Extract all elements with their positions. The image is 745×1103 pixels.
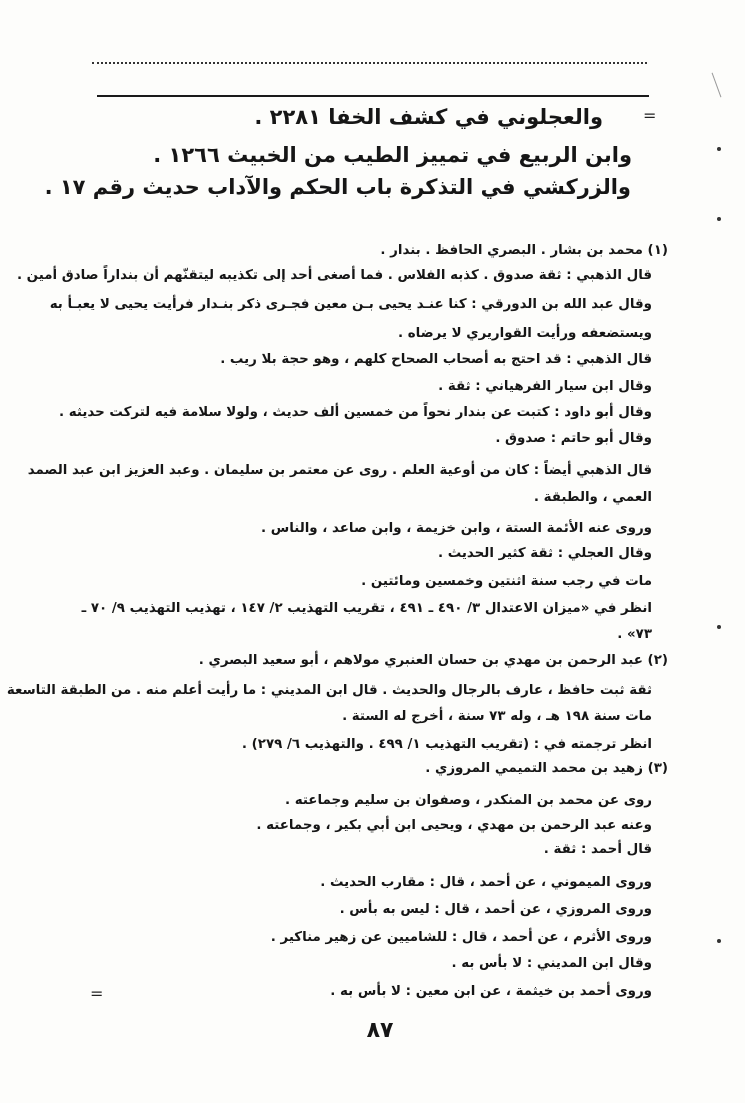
fn1-line-9: قال الذهبي أيضاً : كان من أوعية العلم . روى عن معتمر بن سليمان . وعبد العزيز ابن عبد الصمد <box>27 463 652 478</box>
fn1-line-13: مات في رجب سنة اثنتين وخمسين ومائتين . <box>361 574 652 589</box>
margin-tick <box>712 73 722 98</box>
margin-speck <box>717 147 721 151</box>
page-number: ٨٧ <box>366 1018 394 1043</box>
fn1-line-15: ٧٣» . <box>617 627 652 642</box>
fn1-line-2: قال الذهبي : ثقة صدوق . كذبه الفلاس . فما أصغى أحد إلى تكذيبه ليتقنّهم أن بنداراً صادق أمين . <box>16 268 652 283</box>
fn2-line-1: (٢) عبد الرحمن بن مهدي بن حسان العنبري مولاهم ، أبو سعيد البصري . <box>198 653 668 668</box>
fn1-line-5: قال الذهبي : قد احتج به أصحاب الصحاح كلهم ، وهو حجة بلا ريب . <box>220 352 652 367</box>
fn3-line-6: وروى المروزي ، عن أحمد ، قال : ليس به بأس . <box>339 902 652 917</box>
top-line-2: وابن الربيع في تمييز الطيب من الخبيث ١٢٦٦ . <box>153 143 632 167</box>
top-line-3: والزركشي في التذكرة باب الحكم والآداب حديث رقم ١٧ . <box>44 175 631 199</box>
fn3-line-7: وروى الأثرم ، عن أحمد ، قال : للشاميين عن زهير مناكير . <box>270 930 652 945</box>
dotted-rule <box>92 62 647 64</box>
fn1-line-4: ويستضعفه ورأيت القواريري لا يرضاه . <box>398 326 652 341</box>
margin-speck <box>717 625 721 629</box>
fn1-line-7: وقال أبو داود : كتبت عن بندار نحواً من خمسين ألف حديث ، ولولا سلامة فيه لتركت حديثه . <box>58 405 652 420</box>
fn3-line-2: روى عن محمد بن المنكدر ، وصفوان بن سليم وجماعته . <box>284 793 652 808</box>
margin-speck <box>717 939 721 943</box>
solid-rule <box>97 95 649 97</box>
fn3-line-4: قال أحمد : ثقة . <box>543 842 652 857</box>
top-line-1: والعجلوني في كشف الخفا ٢٢٨١ . <box>254 105 603 129</box>
fn2-line-3: مات سنة ١٩٨ هـ ، وله ٧٣ سنة ، أخرج له الستة . <box>342 709 652 724</box>
fn3-line-1: (٣) زهيد بن محمد التميمي المروزي . <box>425 761 668 776</box>
fn2-line-4: انظر ترجمته في : (تقريب التهذيب ١/ ٤٩٩ . والتهذيب ٦/ ٢٧٩) . <box>241 737 652 752</box>
fn1-line-12: وقال العجلي : ثقة كثير الحديث . <box>437 546 652 561</box>
fn1-line-8: وقال أبو حاتم : صدوق . <box>495 431 652 446</box>
fn3-line-8: وقال ابن المديني : لا بأس به . <box>451 956 652 971</box>
fn1-line-1: (١) محمد بن بشار . البصري الحافظ . بندار . <box>380 243 668 258</box>
fn3-line-5: وروى الميموني ، عن أحمد ، قال : مقارب الحديث . <box>320 875 652 890</box>
fn1-line-14: انظر في «ميزان الاعتدال ٣/ ٤٩٠ ـ ٤٩١ ، تقريب التهذيب ٢/ ١٤٧ ، تهذيب التهذيب ٩/ ٧٠ ـ <box>81 601 652 616</box>
fn3-line-9: وروى أحمد بن خيثمة ، عن ابن معين : لا بأس به . <box>330 984 652 999</box>
fn3-line-3: وعنه عبد الرحمن بن مهدي ، ويحيى ابن أبي بكير ، وجماعته . <box>256 818 652 833</box>
fn1-line-10: العمي ، والطبقة . <box>533 490 652 505</box>
equals-mark-top: = <box>643 106 657 125</box>
fn1-line-11: وروى عنه الأئمة الستة ، وابن خزيمة ، وابن صاعد ، والناس . <box>260 521 652 536</box>
fn1-line-6: وقال ابن سيار الفرهياني : ثقة . <box>438 379 652 394</box>
fn1-line-3: وقال عبد الله بن الدورقي : كنا عنـد يحيى بـن معين فجـرى ذكر بنـدار فرأيت يحيى لا يعبـأ به <box>49 297 652 312</box>
equals-mark-bottom: = <box>90 984 104 1003</box>
margin-speck <box>717 217 721 221</box>
fn2-line-2: ثقة ثبت حافظ ، عارف بالرجال والحديث . قال ابن المديني : ما رأيت أعلم منه . من الطبقة التاسعة <box>6 683 652 698</box>
